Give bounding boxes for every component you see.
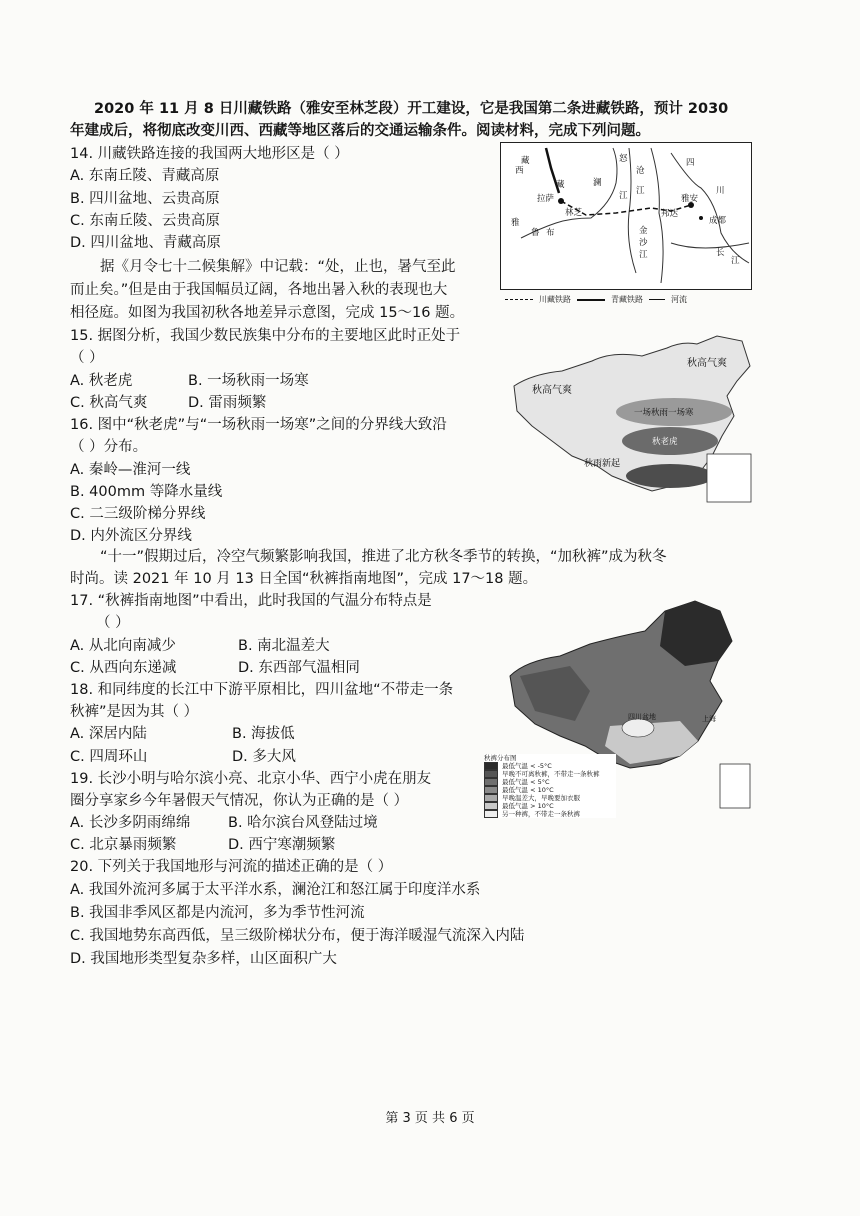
q19-option-c[interactable]: C. 北京暴雨频繁: [70, 837, 177, 853]
autumn-rain-band: [626, 464, 714, 488]
legend-item: 另一种裤，不带走一条秋裤: [484, 810, 616, 818]
map1-label: 雅安: [681, 194, 699, 204]
railway-map-legend: [505, 294, 755, 305]
legend-label: 川藏铁路: [539, 295, 571, 304]
q15-option-a[interactable]: A. 秋老虎: [70, 373, 133, 389]
legend-item: 最低气温 < 10°C: [484, 786, 616, 794]
autumn-difference-map: [502, 326, 754, 504]
q17-option-c[interactable]: C. 从西向东递减: [70, 660, 177, 676]
q14-option-d[interactable]: D. 四川盆地、青藏高原: [70, 235, 221, 251]
legend-swatch: [484, 810, 498, 818]
map1-label: 沧: [636, 166, 645, 176]
railway-map-drawing: [501, 143, 751, 289]
legend-swatch: [484, 762, 498, 770]
page-footer: 第 3 页 共 6 页: [385, 1111, 475, 1126]
map1-label: 西: [515, 166, 524, 176]
legend-item: 最低气温 > 10°C: [484, 802, 616, 810]
passage3-line-1: “十一”假期过后，冷空气频繁影响我国，推进了北方秋冬季节的转换，“加秋裤”成为秋冬: [100, 549, 667, 565]
map2-label: 秋高气爽: [687, 358, 727, 369]
q19-option-d[interactable]: D. 西宁寒潮频繁: [228, 837, 336, 853]
q17-option-b[interactable]: B. 南北温差大: [238, 638, 330, 654]
q18-stem-2: 秋裤”是因为其（ ）: [70, 704, 199, 720]
legend-dash-icon: [505, 299, 533, 300]
legend-item: 早晚温差大，早晚要加衣服: [484, 794, 616, 802]
intro-line-2: 年建成后，将彻底改变川西、西藏等地区落后的交通运输条件。阅读材料，完成下列问题。: [70, 123, 650, 139]
legend-item: 早晚不可离秋裤，不带走一条秋裤: [484, 770, 616, 778]
q19-option-a[interactable]: A. 长沙多阴雨绵绵: [70, 815, 191, 831]
q16-option-c[interactable]: C. 二三级阶梯分界线: [70, 506, 206, 522]
map2-label: 一场秋雨一场寒: [634, 408, 694, 418]
q17-stem: 17. “秋裤指南地图”中看出，此时我国的气温分布特点是: [70, 593, 432, 609]
q19-stem-2: 圈分享家乡今年暑假天气情况，你认为正确的是（ ）: [70, 793, 409, 809]
map1-label: 怒: [619, 154, 628, 164]
q18-option-a[interactable]: A. 深居内陆: [70, 726, 147, 742]
map1-label: 四: [686, 158, 695, 168]
map1-label: 金: [639, 226, 648, 236]
q20-stem: 20. 下列关于我国地形与河流的描述正确的是（ ）: [70, 859, 393, 875]
q20-option-c[interactable]: C. 我国地势东高西低，呈三级阶梯状分布，便于海洋暖湿气流深入内陆: [70, 928, 525, 944]
map1-label: 澜: [593, 178, 602, 188]
map1-label: 江: [639, 250, 648, 260]
legend-swatch: [484, 778, 498, 786]
q14-stem: 14. 川藏铁路连接的我国两大地形区是（ ）: [70, 146, 349, 162]
yangtze: [671, 243, 749, 248]
map1-label: 江: [619, 191, 628, 201]
legend-item: 最低气温 < 5°C: [484, 778, 616, 786]
passage2-line-2: 而止矣。”但是由于我国幅员辽阔，各地出暑入秋的表现也大: [70, 282, 448, 298]
q20-option-a[interactable]: A. 我国外流河多属于太平洋水系，澜沧江和怒江属于印度洋水系: [70, 882, 481, 898]
map2-label: 秋老虎: [652, 437, 678, 447]
map1-label: 鲁: [531, 228, 540, 238]
map1-label: 成都: [709, 216, 727, 226]
q17-option-a[interactable]: A. 从北向南减少: [70, 638, 176, 654]
long-johns-guide-map: [480, 596, 760, 818]
q17-option-d[interactable]: D. 东西部气温相同: [238, 660, 360, 676]
long-johns-legend: [484, 754, 616, 818]
sichuan-basin: [622, 719, 654, 737]
map1-label: 江: [731, 256, 740, 266]
q18-stem-1: 18. 和同纬度的长江中下游平原相比，四川盆地“不带走一条: [70, 682, 454, 698]
passage2-line-3: 相径庭。如图为我国初秋各地差异示意图，完成 15～16 题。: [70, 305, 465, 321]
map1-label: 拉萨: [537, 194, 555, 204]
legend-solid-icon: [577, 299, 605, 301]
q18-option-c[interactable]: C. 四周环山: [70, 749, 148, 765]
q19-option-b[interactable]: B. 哈尔滨台风登陆过境: [228, 815, 378, 831]
lhasa-marker: [558, 198, 564, 204]
map1-label: 林芝: [565, 208, 583, 218]
legend-swatch: [484, 802, 498, 810]
map2-label: 秋雨新起: [584, 459, 621, 469]
legend-item: 最低气温 < -5°C: [484, 762, 616, 770]
map1-label: 江: [636, 186, 645, 196]
legend-label: 河流: [671, 295, 687, 304]
passage3-line-2: 时尚。读 2021 年 10 月 13 日全国“秋裤指南地图”，完成 17～18 题。: [70, 571, 538, 587]
map1-label: 邦达: [661, 209, 679, 219]
map1-label: 布: [546, 228, 555, 238]
q15-paren: （ ）: [70, 350, 104, 366]
q16-option-a[interactable]: A. 秦岭—淮河一线: [70, 462, 191, 478]
q16-paren: （ ）分布。: [70, 439, 148, 455]
south-sea-inset: [720, 764, 750, 808]
passage2-line-1: 据《月令七十二候集解》中记载：“处，止也，暑气至此: [100, 259, 456, 275]
q14-option-c[interactable]: C. 东南丘陵、云贵高原: [70, 213, 220, 229]
map3-label: 上海: [702, 715, 716, 723]
q18-option-d[interactable]: D. 多大风: [232, 749, 296, 765]
q20-option-b[interactable]: B. 我国非季风区都是内流河，多为季节性河流: [70, 905, 365, 921]
legend-river-icon: [649, 299, 665, 300]
map1-label: 藏: [556, 180, 565, 190]
legend-swatch: [484, 794, 498, 802]
q15-option-c[interactable]: C. 秋高气爽: [70, 395, 148, 411]
q18-option-b[interactable]: B. 海拔低: [232, 726, 295, 742]
q15-stem: 15. 据图分析，我国少数民族集中分布的主要地区此时正处于: [70, 328, 461, 344]
south-sea-inset: [707, 454, 751, 502]
legend-swatch: [484, 786, 498, 794]
q19-stem-1: 19. 长沙小明与哈尔滨小亮、北京小华、西宁小虎在朋友: [70, 771, 432, 787]
map1-label: 长: [716, 248, 725, 258]
legend-swatch: [484, 770, 498, 778]
q20-option-d[interactable]: D. 我国地形类型复杂多样，山区面积广大: [70, 951, 337, 967]
legend-title: 秋裤分布图: [484, 754, 517, 762]
railway-map: [500, 142, 752, 290]
river-1: [521, 148, 617, 238]
legend-label: 青藏铁路: [611, 295, 643, 304]
map1-label: 沙: [639, 238, 648, 248]
q16-option-b[interactable]: B. 400mm 等降水量线: [70, 484, 223, 500]
map1-label: 川: [716, 186, 725, 196]
autumn-map-drawing: [502, 326, 754, 504]
q14-option-b[interactable]: B. 四川盆地、云贵高原: [70, 191, 220, 207]
q16-option-d[interactable]: D. 内外流区分界线: [70, 528, 192, 544]
map3-label: 四川盆地: [628, 713, 656, 721]
q17-paren: （ ）: [96, 615, 130, 631]
intro-line-1: 2020 年 11 月 8 日川藏铁路（雅安至林芝段）开工建设，它是我国第二条进藏铁路，预计 2030: [94, 101, 729, 117]
q16-stem: 16. 图中“秋老虎”与“一场秋雨一场寒”之间的分界线大致沿: [70, 417, 447, 433]
map2-label: 秋高气爽: [532, 385, 572, 396]
q14-option-a[interactable]: A. 东南丘陵、青藏高原: [70, 168, 220, 184]
q15-option-d[interactable]: D. 雷雨频繁: [188, 395, 267, 411]
q15-option-b[interactable]: B. 一场秋雨一场寒: [188, 373, 309, 389]
chengdu-marker: [699, 216, 703, 220]
map1-label: 藏: [521, 156, 530, 166]
map1-label: 雅: [511, 218, 520, 228]
